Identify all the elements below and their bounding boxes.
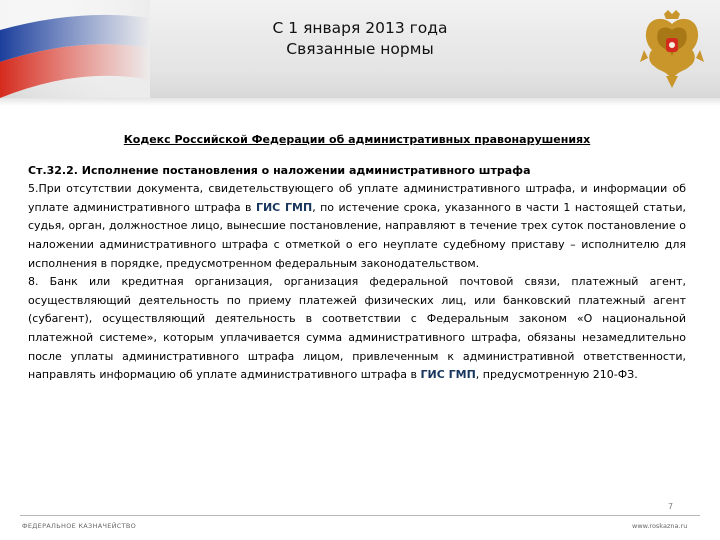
slide-title-line-2: Связанные нормы bbox=[286, 40, 434, 58]
gis-gmp-highlight: ГИС ГМП bbox=[420, 368, 476, 382]
slide-title-line-1: С 1 января 2013 года bbox=[272, 19, 448, 37]
footer-organization: ФЕДЕРАЛЬНОЕ КАЗНАЧЕЙСТВО bbox=[22, 522, 137, 530]
footer-divider bbox=[20, 515, 700, 516]
paragraph-5-text-1: 5.При отсутствии документа, свидетельствующего об уплате административного штрафа, и информации об уплате административного штрафа в bbox=[28, 182, 686, 214]
slide-body bbox=[28, 131, 686, 385]
double-headed-eagle-emblem-icon bbox=[640, 10, 704, 88]
paragraph-8-text-2: , предусмотренную 210-ФЗ. bbox=[475, 368, 638, 382]
code-heading: Кодекс Российской Федерации об административных правонарушениях bbox=[123, 133, 591, 146]
slide-title bbox=[150, 18, 570, 60]
footer-website: www.roskazna.ru bbox=[632, 522, 688, 530]
article-heading: Ст.32.2. Исполнение постановления о наложении административного штрафа bbox=[28, 163, 531, 177]
paragraph-8 bbox=[28, 273, 686, 385]
page-number: 7 bbox=[668, 502, 674, 511]
paragraph-8-text-1: 8. Банк или кредитная организация, организация федеральной почтовой связи, платежный агент, осуществляющий деятельность по приему платежей физических лиц, или банковский платежный агент (субагент), осуществляющий деятельность в соответствии с Федеральным законом «О национальной платежной системе», которым уплачивается сумма административного штрафа, обязаны незамедлительно после уплаты административного штрафа лицом, привлеченным к административной ответственности, направлять информацию об уплате административного штрафа в bbox=[28, 275, 686, 382]
paragraph-5 bbox=[28, 180, 686, 273]
russian-flag-icon bbox=[0, 0, 150, 98]
header-shadow bbox=[0, 98, 720, 106]
gis-gmp-highlight: ГИС ГМП bbox=[255, 200, 313, 214]
paragraph-5-text-2: , по истечение срока, указанного в части 1 настоящей статьи, судья, орган, должностное лицо, вынесшие постановление, направляют в течение трех суток постановление о наложении административного штрафа с отметкой о его неуплате судебному приставу – исполнителю для исполнения в порядке, предусмотренном федеральным законодательством. bbox=[28, 200, 686, 270]
slide-header bbox=[0, 0, 720, 98]
